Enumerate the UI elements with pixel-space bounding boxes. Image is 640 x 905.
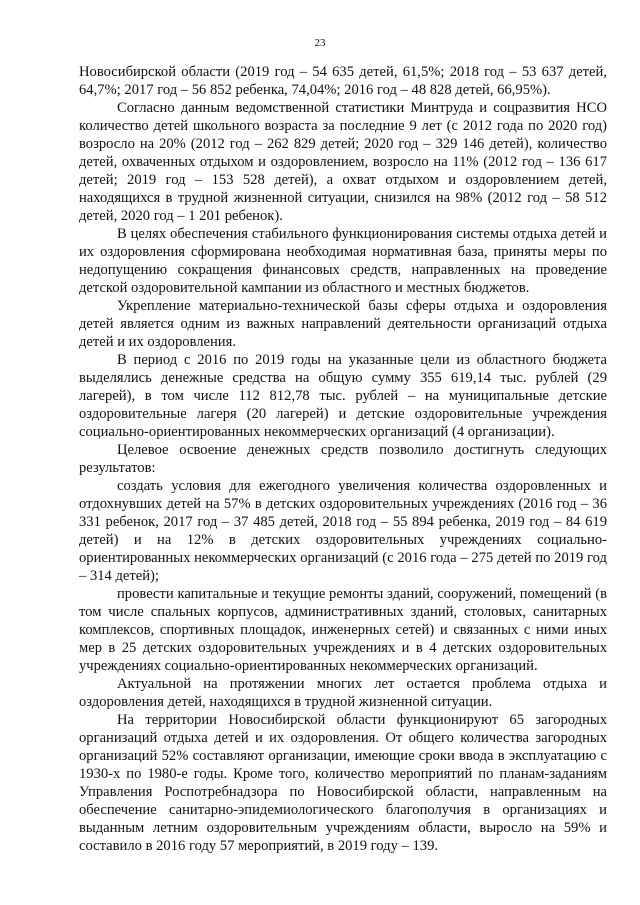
paragraph-problem: Актуальной на протяжении многих лет остается проблема отдыха и оздоровления детей, находящихся в трудной жизненной ситуации. [79,676,607,710]
paragraph-statistics: Согласно данным ведомственной статистики Минтруда и соцразвития НСО количество детей школьного возраста за последние 9 лет (с 2012 года по 2020 год) возросло на 20% (2012 год – 262 829 детей; 2020 год – 329 146 детей), количество детей, охваченных отдыхом и оздоровлением, возросло на 11% (2012 год – 136 617 детей; 2019 год – 153 528 детей), а охват отдыхом и оздоровлением детей, находящихся в трудной жизненной ситуации, снизился на 98% (2012 год – 58 512 детей, 2020 год – 1 201 ребенок). [79,100,607,224]
body-text [79,63,607,855]
paragraph-results-intro: Целевое освоение денежных средств позволило достигнуть следующих результатов: [79,442,607,476]
page-number: 23 [314,37,326,49]
paragraph-territory: На территории Новосибирской области функционируют 65 загородных организаций отдыха детей и их оздоровления. От общего количества загородных организаций 52% составляют организации, имеющие сроки ввода в эксплуатацию с 1930-х по 1980-е годы. Кроме того, количество мероприятий по планам-заданиям Управления Роспотребнадзора по Новосибирской области, направленным на обеспечение санитарно-эпидемиологического благополучия в организациях и выданным летним оздоровительным учреждениям области, выросло на 59% и составило в 2016 году 57 мероприятий, в 2019 году – 139. [79,712,607,854]
list-item-conditions: создать условия для ежегодного увеличения количества оздоровленных и отдохнувших детей на 57% в детских оздоровительных учреждениях (2016 год – 36 331 ребенок, 2017 год – 37 485 детей, 2018 год – 55 894 ребенка, 2019 год – 84 619 детей) и на 12% в детских оздоровительных учреждениях социально-ориентированных некоммерческих организаций (с 2016 года – 275 детей по 2019 год – 314 детей); [79,478,607,584]
paragraph-funding: В период с 2016 по 2019 годы на указанные цели из областного бюджета выделялись денежные средства на общую сумму 355 619,14 тыс. рублей (29 лагерей), в том числе 112 812,78 тыс. рублей – на муниципальные детские оздоровительные лагеря (20 лагерей) и детские оздоровительные учреждения социально-ориентированных некоммерческих организаций (4 организации). [79,352,607,440]
paragraph-continuation: Новосибирской области (2019 год – 54 635 детей, 61,5%; 2018 год – 53 637 детей, 64,7%; 2017 год – 56 852 ребенка, 74,04%; 2016 год – 48 828 детей, 66,95%). [79,64,607,98]
list-item-repairs: провести капитальные и текущие ремонты зданий, сооружений, помещений (в том числе спальных корпусов, административных зданий, столовых, санитарных комплексов, спортивных площадок, инженерных сетей) и связанных с ними иных мер в 25 детских оздоровительных учреждениях и в 4 детских оздоровительных учреждениях социально-ориентированных некоммерческих организаций. [79,586,607,674]
paragraph-normative-base: В целях обеспечения стабильного функционирования системы отдыха детей и их оздоровления сформирована необходимая нормативная база, приняты меры по недопущению сокращения финансовых средств, направленных на проведение детской оздоровительной кампании из областного и местных бюджетов. [79,226,607,296]
paragraph-material-base: Укрепление материально-технической базы сферы отдыха и оздоровления детей является одним из важных направлений деятельности организаций отдыха детей и их оздоровления. [79,298,607,350]
